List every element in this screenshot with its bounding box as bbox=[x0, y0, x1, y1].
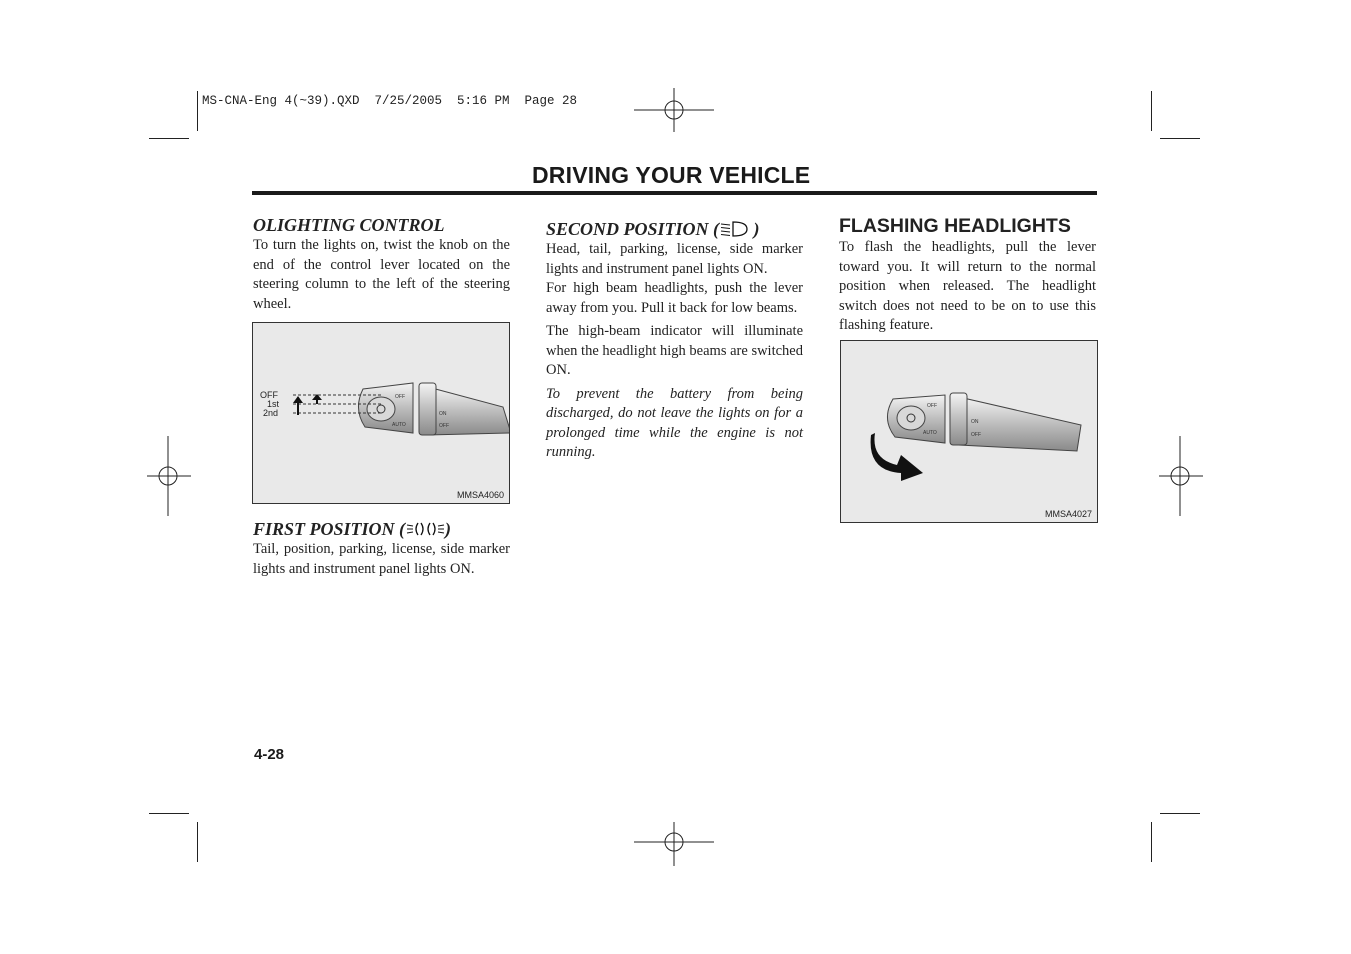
figure-flash-headlights bbox=[840, 340, 1098, 523]
position-label-2nd: 2nd bbox=[263, 408, 279, 418]
second-position-p2: For high beam headlights, push the lever away from you. Pull it back for low beams. bbox=[546, 280, 803, 316]
figure-code: MMSA4060 bbox=[456, 490, 504, 500]
switch-label-on: ON bbox=[439, 411, 447, 417]
column-lighting-control bbox=[253, 214, 510, 314]
registration-mark-left bbox=[147, 436, 191, 516]
switch-label-off-fog: OFF bbox=[971, 432, 981, 438]
lever-pull-illustration bbox=[841, 341, 1097, 522]
parking-lights-icon bbox=[405, 520, 445, 538]
flashing-headlights-heading: FLASHING HEADLIGHTS bbox=[839, 215, 1071, 237]
flashing-headlights-body: To flash the headlights, pull the lever toward you. It will return to the normal position when released. The headlight switch does not need to be on to use this flashing feature. bbox=[839, 239, 1096, 333]
switch-label-auto: AUTO bbox=[392, 422, 406, 428]
lighting-control-heading: OLIGHTING CONTROL bbox=[253, 215, 445, 235]
position-label-off: OFF bbox=[260, 390, 278, 400]
print-slug: MS-CNA-Eng 4(~39).QXD 7/25/2005 5:16 PM Page 28 bbox=[202, 94, 578, 108]
section-title: DRIVING YOUR VEHICLE bbox=[532, 162, 811, 188]
registration-mark-top bbox=[634, 88, 714, 132]
second-position-p1: Head, tail, parking, license, side marker lights and instrument panel lights ON. bbox=[546, 241, 803, 277]
second-position-heading: SECOND POSITION ( ) bbox=[546, 219, 760, 239]
lever-illustration bbox=[253, 323, 509, 503]
position-label-1st: 1st bbox=[267, 399, 280, 409]
column-flashing-headlights bbox=[839, 214, 1096, 336]
figure-code: MMSA4027 bbox=[1044, 509, 1092, 519]
header-rule bbox=[252, 191, 1097, 195]
low-beam-headlight-icon bbox=[719, 220, 749, 238]
switch-label-off: OFF bbox=[927, 403, 937, 409]
switch-label-on: ON bbox=[971, 419, 979, 425]
switch-label-auto: AUTO bbox=[923, 430, 937, 436]
lighting-control-body: To turn the lights on, twist the knob on the end of the control lever located on the steering column to the left of the steering wheel. bbox=[253, 237, 510, 312]
column-first-position bbox=[253, 518, 510, 579]
registration-mark-bottom bbox=[634, 822, 714, 866]
page-number: 4-28 bbox=[254, 746, 285, 763]
switch-label-off-fog: OFF bbox=[439, 423, 449, 429]
figure-light-switch-positions bbox=[252, 322, 510, 504]
registration-mark-right bbox=[1159, 436, 1203, 516]
column-second-position bbox=[546, 218, 803, 463]
second-position-p3: The high-beam indicator will illuminate when the headlight high beams are switched ON. bbox=[546, 323, 803, 378]
first-position-body: Tail, position, parking, license, side marker lights and instrument panel lights ON. bbox=[253, 541, 510, 577]
battery-caution: To prevent the battery from being discharged, do not leave the lights on for a prolonged time while the engine is not running. bbox=[546, 385, 803, 460]
first-position-heading: FIRST POSITION ( ) bbox=[253, 519, 452, 539]
switch-label-off: OFF bbox=[395, 394, 405, 400]
